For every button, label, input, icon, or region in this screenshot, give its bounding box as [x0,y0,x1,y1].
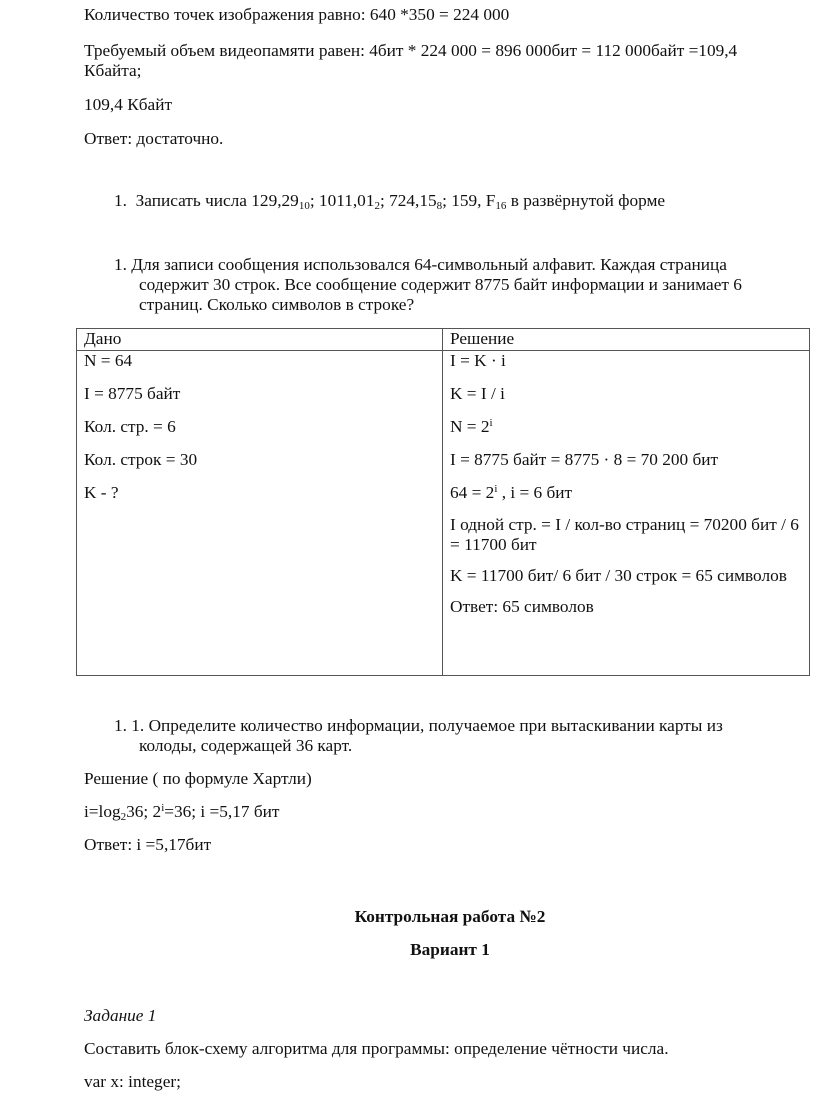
given-line: N = 64 [84,351,133,370]
given-line: I = 8775 байт [84,383,181,403]
cards-answer: Ответ: i =5,17бит [84,835,212,854]
given-line: K - ? [84,482,119,502]
result-line: 109,4 Кбайт [84,95,172,114]
table-row [77,351,810,676]
list-marker: 1. [114,191,127,210]
solution-line: I одной стр. = I / кол-во страниц = 70200 бит / 6 = 11700 бит [450,515,799,555]
header-solution: Решение [443,329,810,351]
answer-line: Ответ: достаточно. [84,129,224,148]
header-given: Дано [77,329,443,351]
task-expanded-form: 1. Записать числа $129,29_{10}$; $1011,01_2$; $724,15_8$; 159, $F_{16}$ в развёрнутой форме [114,191,666,212]
solution-line: K = I / i [450,383,505,403]
table-header-row [77,329,810,351]
video-memory-line: Требуемый объем видеопамяти равен: 4бит * 224 000 = 896 000бит = 112 000байт =109,4 Кбайта; [84,41,738,80]
given-cell [77,351,443,676]
points-count-line: Количество точек изображения равно: 640 *350 = 224 000 [84,5,510,24]
solution-answer: Ответ: 65 символов [450,597,594,617]
cards-solution-title: Решение ( по формуле Хартли) [84,769,312,788]
solution-line: K = 11700 бит/ 6 бит / 30 строк = 65 символов [450,566,787,586]
test-title: Контрольная работа №2 [354,907,546,926]
task-label: Задание 1 [84,1006,157,1025]
cards-formula: $i=\log_236$; $2^i=36$; i =5,17 бит [84,802,280,823]
variant-title: Вариант 1 [410,940,490,959]
solution-line: I = K · i [450,351,506,370]
given-line: Кол. стр. = 6 [84,416,176,436]
solution-line: $64 = 2^i$ , i = 6 бит [450,482,573,502]
given-solution-table [76,328,810,676]
task-cards-text: 1. 1. Определите количество информации, получаемое при вытаскивании карты из колоды, содержащей 36 карт. [114,716,723,755]
code-line: var x: integer; [84,1072,181,1091]
solution-line: I = 8775 байт = 8775 · 8 = 70 200 бит [450,449,719,469]
given-line: Кол. строк = 30 [84,449,198,469]
task-description: Составить блок-схему алгоритма для программы: определение чётности числа. [84,1039,669,1058]
solution-cell [443,351,810,676]
task-alphabet-text: 1. Для записи сообщения использовался 64-символьный алфавит. Каждая страница содержит 30 строк. Все сообщение содержит 8775 байт информации и занимает 6 страниц. Сколько символов в строке? [114,255,742,314]
solution-line: $N = 2^i$ [450,416,493,436]
